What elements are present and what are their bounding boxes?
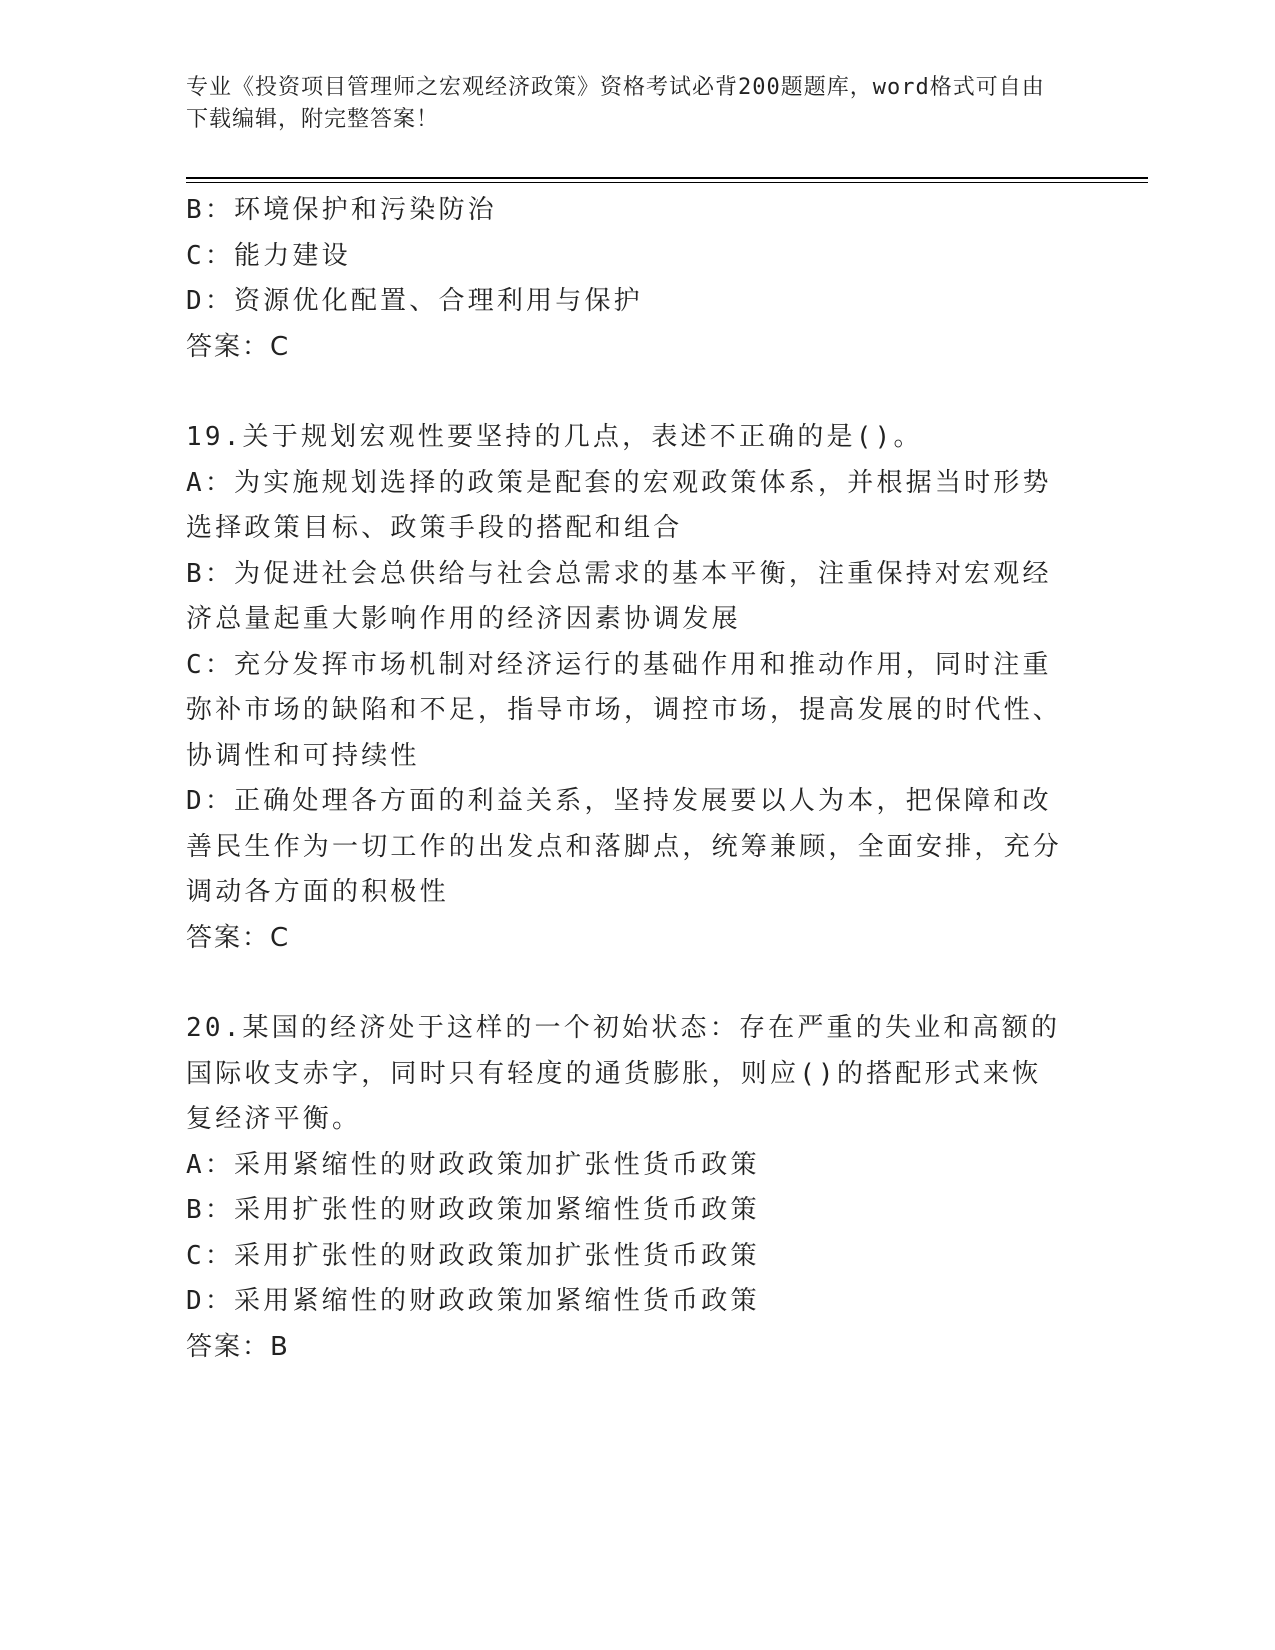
- header-note: 专业《投资项目管理师之宏观经济政策》资格考试必背200题题库，word格式可自由下载编辑，附完整答案！: [186, 75, 1045, 132]
- option-c: C：充分发挥市场机制对经济运行的基础作用和推动作用，同时注重弥补市场的缺陷和不足，指导市场，调控市场，提高发展的时代性、协调性和可持续性: [186, 649, 1063, 771]
- question-content: [186, 188, 1066, 1370]
- answer-label: 答案：C: [186, 331, 291, 362]
- answer-label: 答案：C: [186, 922, 291, 953]
- question-stem: 20.某国的经济处于这样的一个初始状态：存在严重的失业和高额的国际收支赤字，同时只有轻度的通货膨胀，则应()的搭配形式来恢复经济平衡。: [186, 1013, 1061, 1134]
- option-d: D：正确处理各方面的利益关系，坚持发展要以人为本，把保障和改善民生作为一切工作的出发点和落脚点，统筹兼顾，全面安排，充分调动各方面的积极性: [186, 786, 1063, 907]
- option-b: B：为促进社会总供给与社会总需求的基本平衡，注重保持对宏观经济总量起重大影响作用的经济因素协调发展: [186, 558, 1052, 634]
- question-stem: 19.关于规划宏观性要坚持的几点，表述不正确的是()。: [186, 422, 923, 452]
- option-b: B：环境保护和污染防治: [186, 195, 497, 225]
- question-19: [186, 415, 1066, 961]
- header-rule-thin: [186, 182, 1148, 183]
- header-rule-thick: [186, 177, 1148, 179]
- option-d: D：采用紧缩性的财政政策加紧缩性货币政策: [186, 1286, 760, 1316]
- question-18-tail: [186, 188, 1066, 370]
- option-a: A：为实施规划选择的政策是配套的宏观政策体系，并根据当时形势选择政策目标、政策手段的搭配和组合: [186, 467, 1052, 543]
- option-b: B：采用扩张性的财政政策加紧缩性货币政策: [186, 1195, 760, 1225]
- answer-label: 答案：B: [186, 1331, 290, 1362]
- option-c: C：采用扩张性的财政政策加扩张性货币政策: [186, 1240, 760, 1271]
- question-20: [186, 1006, 1066, 1370]
- option-d: D：资源优化配置、合理利用与保护: [186, 286, 643, 316]
- spacer: [186, 370, 1066, 415]
- option-a: A：采用紧缩性的财政政策加扩张性货币政策: [186, 1149, 760, 1180]
- option-c: C：能力建设: [186, 240, 351, 271]
- spacer: [186, 961, 1066, 1006]
